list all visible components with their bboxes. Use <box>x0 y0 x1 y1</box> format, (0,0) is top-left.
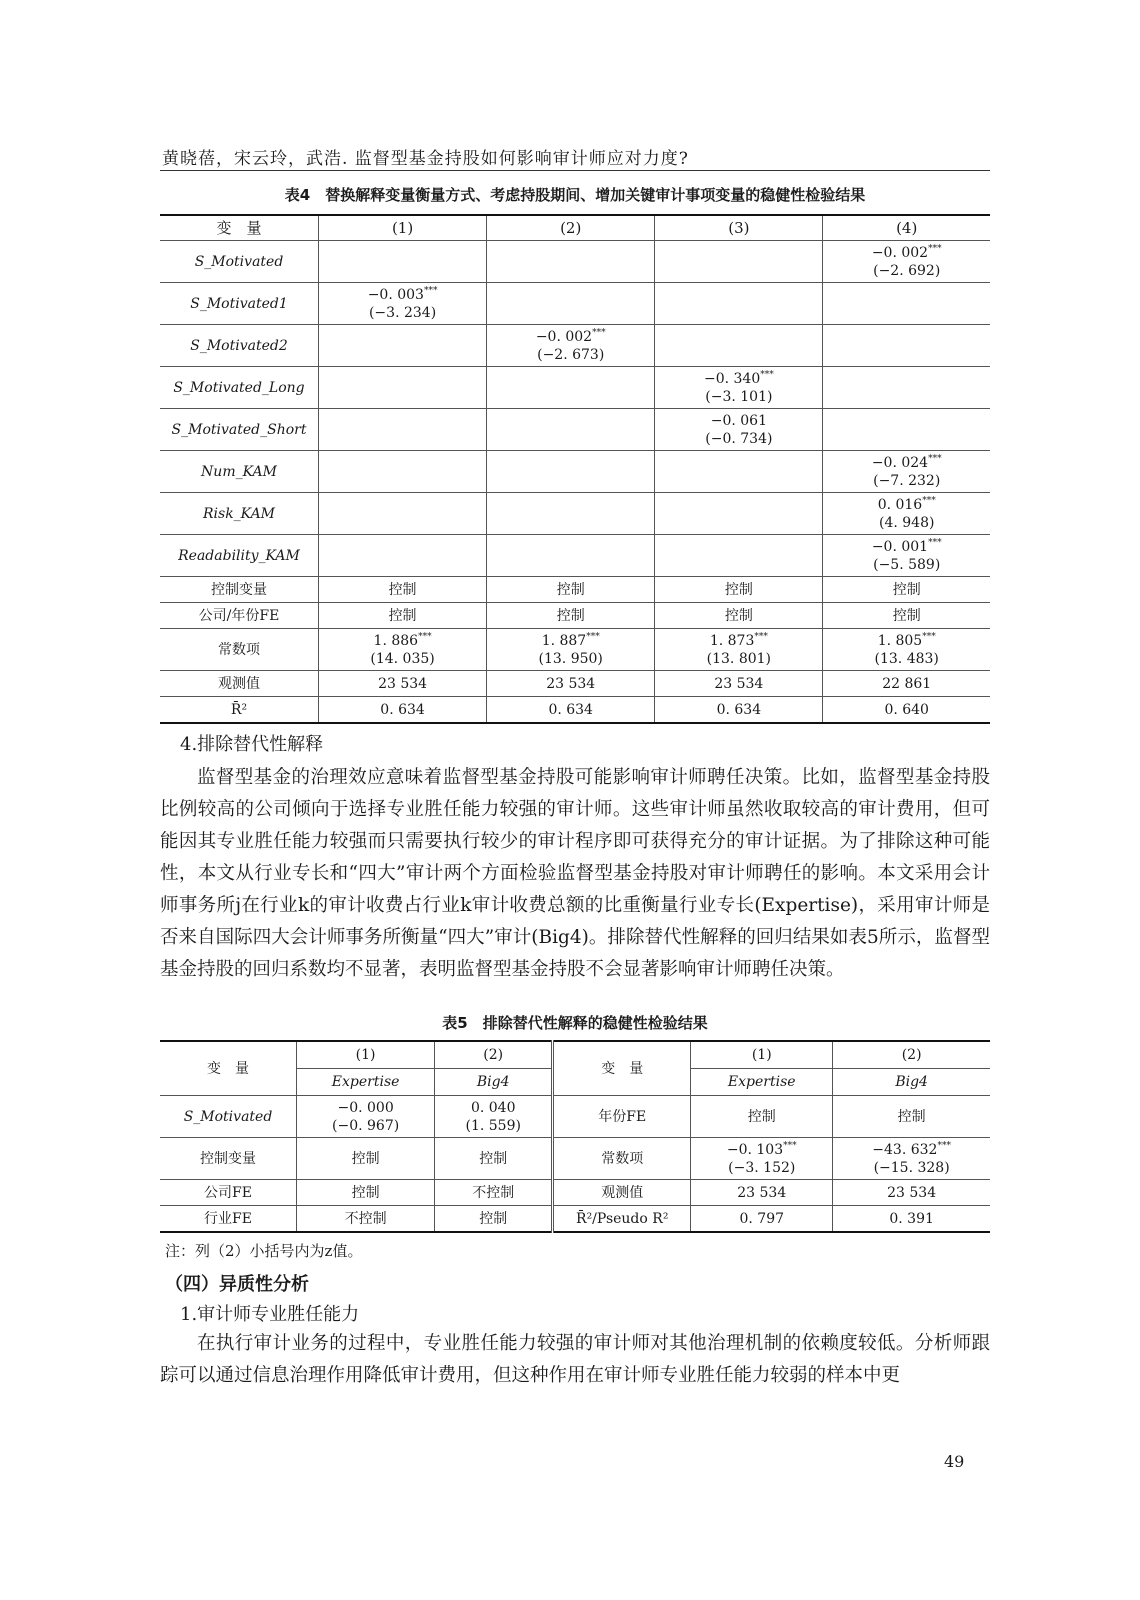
row-label: S_Motivated_Short <box>160 409 319 451</box>
row-label: 常数项 <box>160 629 319 671</box>
table-row <box>160 325 990 367</box>
table-row: 公司FE 控制 不控制 观测值 23 534 23 534 <box>160 1180 990 1206</box>
row-label: S_Motivated1 <box>160 283 319 325</box>
table5-var-header-right: 变 量 <box>553 1041 691 1096</box>
table4-header-col1: (1) <box>319 215 487 241</box>
row-label: 观测值 <box>160 671 319 697</box>
table-row: 公司/年份FE 控制 控制 控制 控制 <box>160 603 990 629</box>
table4-caption: 表4 替换解释变量衡量方式、考虑持股期间、增加关键审计事项变量的稳健性检验结果 <box>284 186 866 204</box>
table5-header-row: 变 量 (1) (2) 变 量 (1) (2) <box>160 1041 990 1069</box>
coef-cell: −0. 003*** (−3. 234) <box>319 283 487 325</box>
table4 <box>160 214 990 724</box>
row-label: 控制变量 <box>160 577 319 603</box>
coef-cell: −0. 002*** (−2. 692) <box>871 243 942 279</box>
table4-header-col3: (3) <box>655 215 823 241</box>
table-row <box>160 493 990 535</box>
table5 <box>160 1040 990 1233</box>
table-row <box>160 367 990 409</box>
table5-var-header: 变 量 <box>160 1041 297 1096</box>
row-label: Risk_KAM <box>160 493 319 535</box>
row-label: 公司/年份FE <box>160 603 319 629</box>
table5-subheader-row: Expertise Big4 Expertise Big4 <box>160 1069 990 1096</box>
table-row: R̄² 0. 634 0. 634 0. 634 0. 640 <box>160 697 990 724</box>
table-row: 常数项 1. 886*** (14. 035) 1. 887*** (13. 950) 1. 873*** (13. 801) 1. 805*** (13. 483) <box>160 629 990 671</box>
table4-header-col2: (2) <box>487 215 655 241</box>
coef-cell: −0. 001*** (−5. 589) <box>871 537 942 573</box>
coef-cell: −0. 002*** (−2. 673) <box>487 325 655 367</box>
table-row <box>160 535 990 577</box>
running-head: 黄晓蓓，宋云玲，武浩. 监督型基金持股如何影响审计师应对力度? <box>162 149 689 169</box>
coef-cell: 0. 016*** (4. 948) <box>877 495 936 531</box>
table-row <box>160 451 990 493</box>
row-label: S_Motivated2 <box>160 325 319 367</box>
paragraph-2: 在执行审计业务的过程中，专业胜任能力较强的审计师对其他治理机制的依赖度较低。分析师跟踪可以通过信息治理作用降低审计费用，但这种作用在审计师专业胜任能力较弱的样本中更 <box>160 1333 990 1386</box>
row-label: Readability_KAM <box>160 535 319 577</box>
table4-header-var: 变 量 <box>160 215 319 241</box>
table-row <box>160 409 990 451</box>
subsection-heading-1: 1.审计师专业胜任能力 <box>180 1304 360 1325</box>
row-label: S_Motivated_Long <box>160 367 319 409</box>
table-row: 行业FE 不控制 控制 R̄²/Pseudo R² 0. 797 0. 391 <box>160 1206 990 1233</box>
table5-caption: 表5 排除替代性解释的稳健性检验结果 <box>442 1014 708 1032</box>
row-label: R̄² <box>160 697 319 724</box>
coef-cell: −0. 061 (−0. 734) <box>655 409 823 451</box>
paragraph-1: 监督型基金的治理效应意味着监督型基金持股可能影响审计师聘任决策。比如，监督型基金持股比例较高的公司倾向于选择专业胜任能力较强的审计师。这些审计师虽然收取较高的审计费用，但可能因其专业胜任能力较强而只需要执行较少的审计程序即可获得充分的审计证据。为了排除这种可能性，本文从行业专长和“四大”审计两个方面检验监督型基金持股对审计师聘任的影响。本文采用会计师事务所j在行业k的审计收费占行业k审计收费总额的比重衡量行业专长(Expertise)，采用审计师是否来自国际四大会计师事务所衡量“四大”审计(Big4)。排除替代性解释的回归结果如表5所示，监督型基金持股的回归系数均不显著，表明监督型基金持股不会显著影响审计师聘任决策。 <box>160 767 990 980</box>
coef-cell: −0. 024*** (−7. 232) <box>871 453 942 489</box>
table-row <box>160 283 990 325</box>
row-label: S_Motivated <box>160 241 319 283</box>
table4-header-col4: (4) <box>896 219 918 237</box>
coef-cell: −0. 340*** (−3. 101) <box>655 367 823 409</box>
table-row <box>160 241 990 283</box>
table-row: 控制变量 控制 控制 常数项 −0. 103*** (−3. 152) −43. 632*** (−15. 328) <box>160 1138 990 1180</box>
row-label: Num_KAM <box>160 451 319 493</box>
page-number: 49 <box>944 1452 965 1471</box>
table-row: S_Motivated −0. 000 (−0. 967) 0. 040 (1. 559) 年份FE 控制 控制 <box>160 1096 990 1138</box>
section-heading-4: 4.排除替代性解释 <box>180 734 324 755</box>
table-row: 控制变量 控制 控制 控制 控制 <box>160 577 990 603</box>
header-rule <box>160 170 990 171</box>
table-row: 观测值 23 534 23 534 23 534 22 861 <box>160 671 990 697</box>
table4-header-row <box>160 215 990 241</box>
section-heading-four: （四）异质性分析 <box>165 1274 309 1295</box>
table5-note: 注：列（2）小括号内为z值。 <box>165 1242 363 1260</box>
